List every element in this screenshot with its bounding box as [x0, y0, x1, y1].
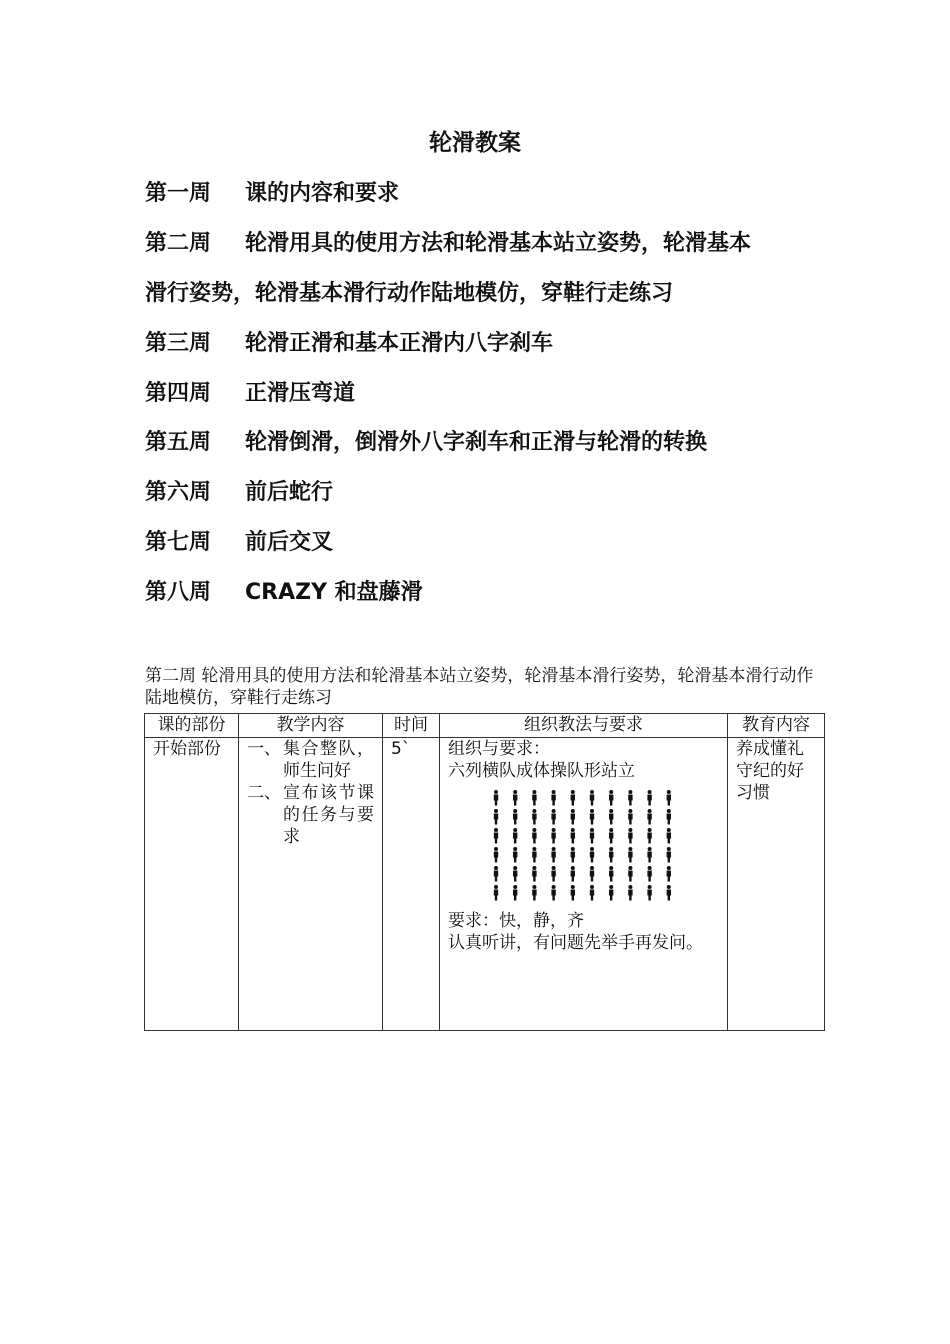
student-figure-r5-c4: [551, 866, 555, 882]
student-figure-r6-c5: [571, 885, 575, 901]
student-figure-r1-c9: [647, 790, 651, 806]
student-figure-r3-c7: [609, 828, 613, 844]
week-3-label: 第三周: [145, 331, 212, 356]
student-figure-r6-c4: [551, 885, 555, 901]
student-figure-r3-c2: [513, 828, 517, 844]
student-figure-r6-c3: [532, 885, 536, 901]
lesson-intro: 第二周 轮滑用具的使用方法和轮滑基本站立姿势，轮滑基本滑行姿势，轮滑基本滑行动作陆地模仿，穿鞋行走练习: [145, 666, 814, 708]
header-education: 教育内容: [728, 714, 825, 738]
student-figure-r5-c10: [667, 866, 671, 882]
student-figure-r2-c2: [513, 809, 517, 825]
student-figure-r2-c3: [532, 809, 536, 825]
cell-education: 养成懂礼守纪的好习惯: [728, 738, 825, 1031]
table-header-row: [145, 714, 825, 738]
student-figure-r1-c10: [667, 790, 671, 806]
student-figure-r5-c9: [647, 866, 651, 882]
student-figure-r1-c6: [590, 790, 594, 806]
student-figure-r3-c6: [590, 828, 594, 844]
student-figure-r3-c4: [551, 828, 555, 844]
student-figure-r2-c7: [609, 809, 613, 825]
cell-method: [440, 738, 728, 1031]
week-3-line: [145, 326, 553, 357]
week-6-line: [145, 475, 333, 506]
week-1-text: 课的内容和要求: [245, 181, 400, 206]
week-2-label: 第二周: [145, 231, 212, 256]
student-figure-r6-c7: [609, 885, 613, 901]
document-title: 轮滑教案: [429, 130, 521, 156]
student-figure-r4-c8: [628, 847, 632, 863]
header-part: 课的部份: [145, 714, 239, 738]
header-content: 教学内容: [239, 714, 383, 738]
week-5-line: [145, 425, 707, 456]
week-8-line: [145, 575, 423, 606]
header-time: 时间: [383, 714, 440, 738]
student-figure-r3-c10: [667, 828, 671, 844]
student-figure-r4-c1: [494, 847, 498, 863]
student-figure-r6-c2: [513, 885, 517, 901]
cell-time: 5`: [383, 738, 440, 1031]
student-figure-r2-c5: [571, 809, 575, 825]
org-title: 组织与要求：: [448, 739, 550, 759]
student-figure-r1-c2: [513, 790, 517, 806]
student-figure-r1-c1: [494, 790, 498, 806]
student-figure-r5-c3: [532, 866, 536, 882]
student-figure-r1-c3: [532, 790, 536, 806]
student-figure-r3-c1: [494, 828, 498, 844]
student-figure-r1-c8: [628, 790, 632, 806]
student-figure-r6-c8: [628, 885, 632, 901]
student-figure-r6-c1: [494, 885, 498, 901]
week-1-label: 第一周: [145, 181, 212, 206]
week-7-text: 前后交叉: [245, 530, 334, 555]
student-figure-r3-c3: [532, 828, 536, 844]
week-4-label: 第四周: [145, 381, 212, 406]
student-figure-r4-c6: [590, 847, 594, 863]
student-figure-r6-c9: [647, 885, 651, 901]
student-figure-r4-c7: [609, 847, 613, 863]
student-figure-r4-c4: [551, 847, 555, 863]
student-figure-r2-c6: [590, 809, 594, 825]
week-2-continuation: 滑行姿势，轮滑基本滑行动作陆地模仿，穿鞋行走练习: [145, 281, 674, 306]
content-item-1: [247, 738, 374, 782]
student-figure-r3-c8: [628, 828, 632, 844]
content-item-2-text: 宣布该节课的任务与要求: [283, 783, 374, 847]
content-item-2-num: 二、: [247, 783, 281, 803]
formation-diagram: [448, 788, 718, 908]
week-4-text: 正滑压弯道: [245, 381, 356, 406]
student-figure-r3-c9: [647, 828, 651, 844]
student-figure-r5-c7: [609, 866, 613, 882]
cell-content: [239, 738, 383, 1031]
requirement-2: 认真听讲，有问题先举手再发问。: [448, 933, 703, 953]
header-method: 组织教法与要求: [440, 714, 728, 738]
week-6-text: 前后蛇行: [245, 480, 334, 505]
week-1-line: [145, 176, 399, 207]
week-3-text: 轮滑正滑和基本正滑内八字刹车: [245, 331, 554, 356]
student-figure-r5-c8: [628, 866, 632, 882]
student-figure-r2-c4: [551, 809, 555, 825]
week-5-label: 第五周: [145, 430, 212, 455]
week-7-label: 第七周: [145, 530, 212, 555]
student-figure-r5-c1: [494, 866, 498, 882]
week-5-text: 轮滑倒滑，倒滑外八字刹车和正滑与轮滑的转换: [245, 430, 708, 455]
student-figure-r4-c2: [513, 847, 517, 863]
student-figure-r1-c5: [571, 790, 575, 806]
requirement-1: 要求：快，静，齐: [448, 911, 584, 931]
week-8-text: CRAZY 和盘藤滑: [245, 580, 423, 605]
student-figure-r1-c4: [551, 790, 555, 806]
student-figure-r2-c1: [494, 809, 498, 825]
cell-part: 开始部份: [145, 738, 239, 1031]
week-2-line: [145, 226, 751, 257]
student-figure-r4-c5: [571, 847, 575, 863]
content-item-2: [247, 782, 374, 848]
student-figure-r2-c8: [628, 809, 632, 825]
week-4-line: [145, 376, 355, 407]
student-figure-r2-c10: [667, 809, 671, 825]
week-2-text: 轮滑用具的使用方法和轮滑基本站立姿势，轮滑基本: [245, 231, 752, 256]
student-figure-r1-c7: [609, 790, 613, 806]
content-item-1-text: 集合整队，师生问好: [283, 739, 374, 781]
student-figure-r5-c2: [513, 866, 517, 882]
student-figure-r5-c5: [571, 866, 575, 882]
student-figure-r3-c5: [571, 828, 575, 844]
student-figure-r6-c6: [590, 885, 594, 901]
week-8-label: 第八周: [145, 580, 212, 605]
lesson-plan-table: [144, 713, 825, 1031]
student-figure-r6-c10: [667, 885, 671, 901]
content-item-1-num: 一、: [247, 739, 281, 759]
student-figure-r4-c3: [532, 847, 536, 863]
student-figure-r2-c9: [647, 809, 651, 825]
student-figure-r4-c9: [647, 847, 651, 863]
table-row: [145, 738, 825, 1031]
org-line: 六列横队成体操队形站立: [448, 761, 635, 781]
week-6-label: 第六周: [145, 480, 212, 505]
student-figure-r4-c10: [667, 847, 671, 863]
student-figure-r5-c6: [590, 866, 594, 882]
week-7-line: [145, 525, 333, 556]
